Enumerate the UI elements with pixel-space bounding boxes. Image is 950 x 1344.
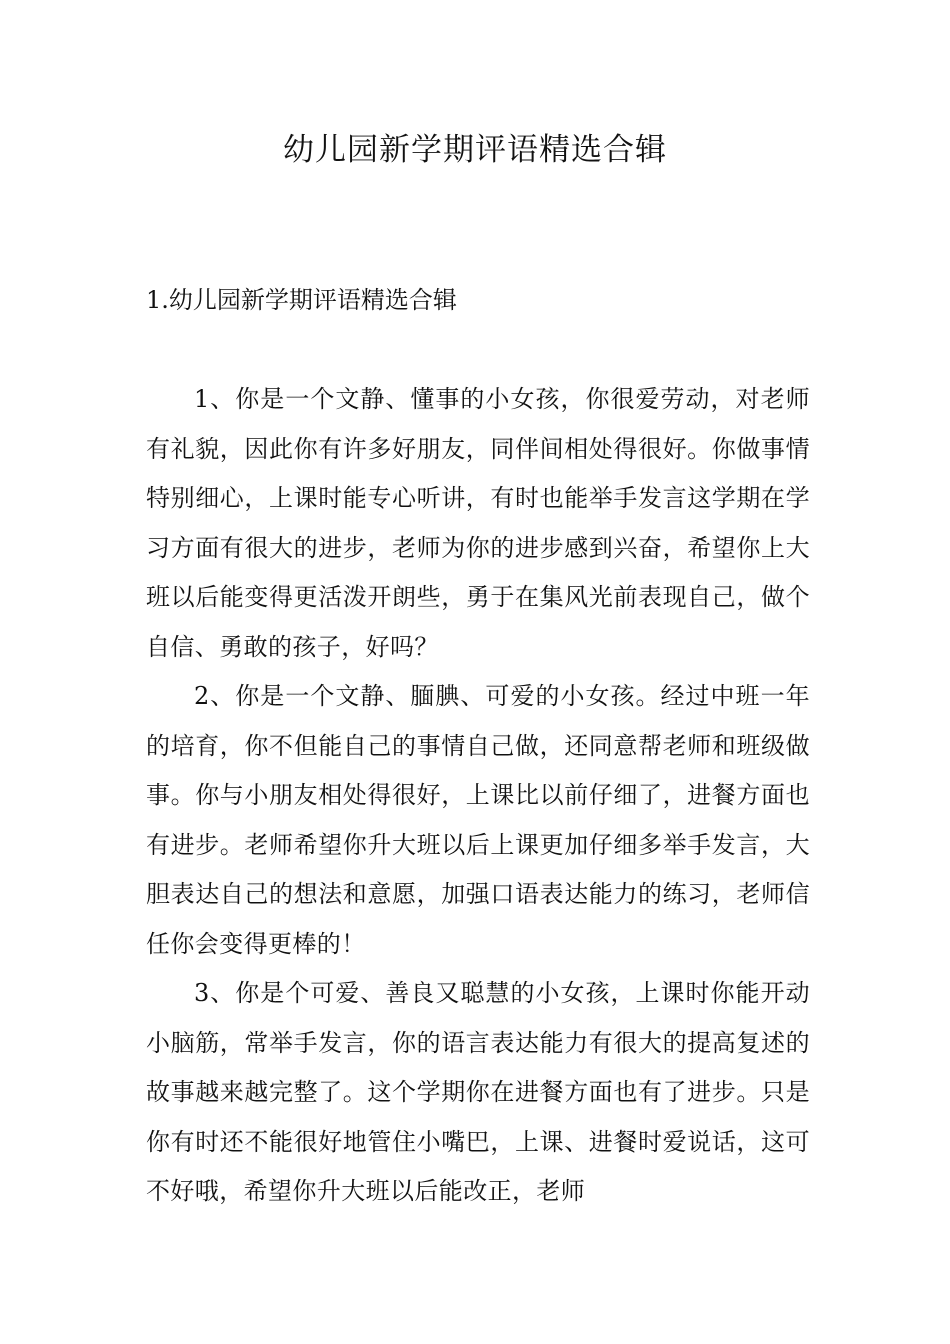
paragraph-1: 1、你是一个文静、懂事的小女孩，你很爱劳动，对老师有礼貌，因此你有许多好朋友，同伴间相处得很好。你做事情特别细心，上课时能专心听讲，有时也能举手发言这学期在学习方面有很大的进步，老师为你的进步感到兴奋，希望你上大班以后能变得更活泼开朗些，勇于在集风光前表现自己，做个自信、勇敢的孩子，好吗？ (146, 385, 810, 661)
body-text (146, 375, 810, 1217)
paragraph-2: 2、你是一个文静、腼腆、可爱的小女孩。经过中班一年的培育，你不但能自己的事情自己做，还同意帮老师和班级做事。你与小朋友相处得很好，上课比以前仔细了，进餐方面也有进步。老师希望你升大班以后上课更加仔细多举手发言，大胆表达自己的想法和意愿，加强口语表达能力的练习，老师信任你会变得更棒的！ (146, 682, 810, 958)
document-title: 幼儿园新学期评语精选合辑 (283, 132, 667, 168)
section-heading: 1.幼儿园新学期评语精选合辑 (146, 286, 457, 314)
paragraph-3: 3、你是个可爱、善良又聪慧的小女孩，上课时你能开动小脑筋，常举手发言，你的语言表达能力有很大的提高复述的故事越来越完整了。这个学期你在进餐方面也有了进步。只是你有时还不能很好地管住小嘴巴，上课、进餐时爱说话，这可不好哦，希望你升大班以后能改正，老师 (146, 979, 810, 1205)
